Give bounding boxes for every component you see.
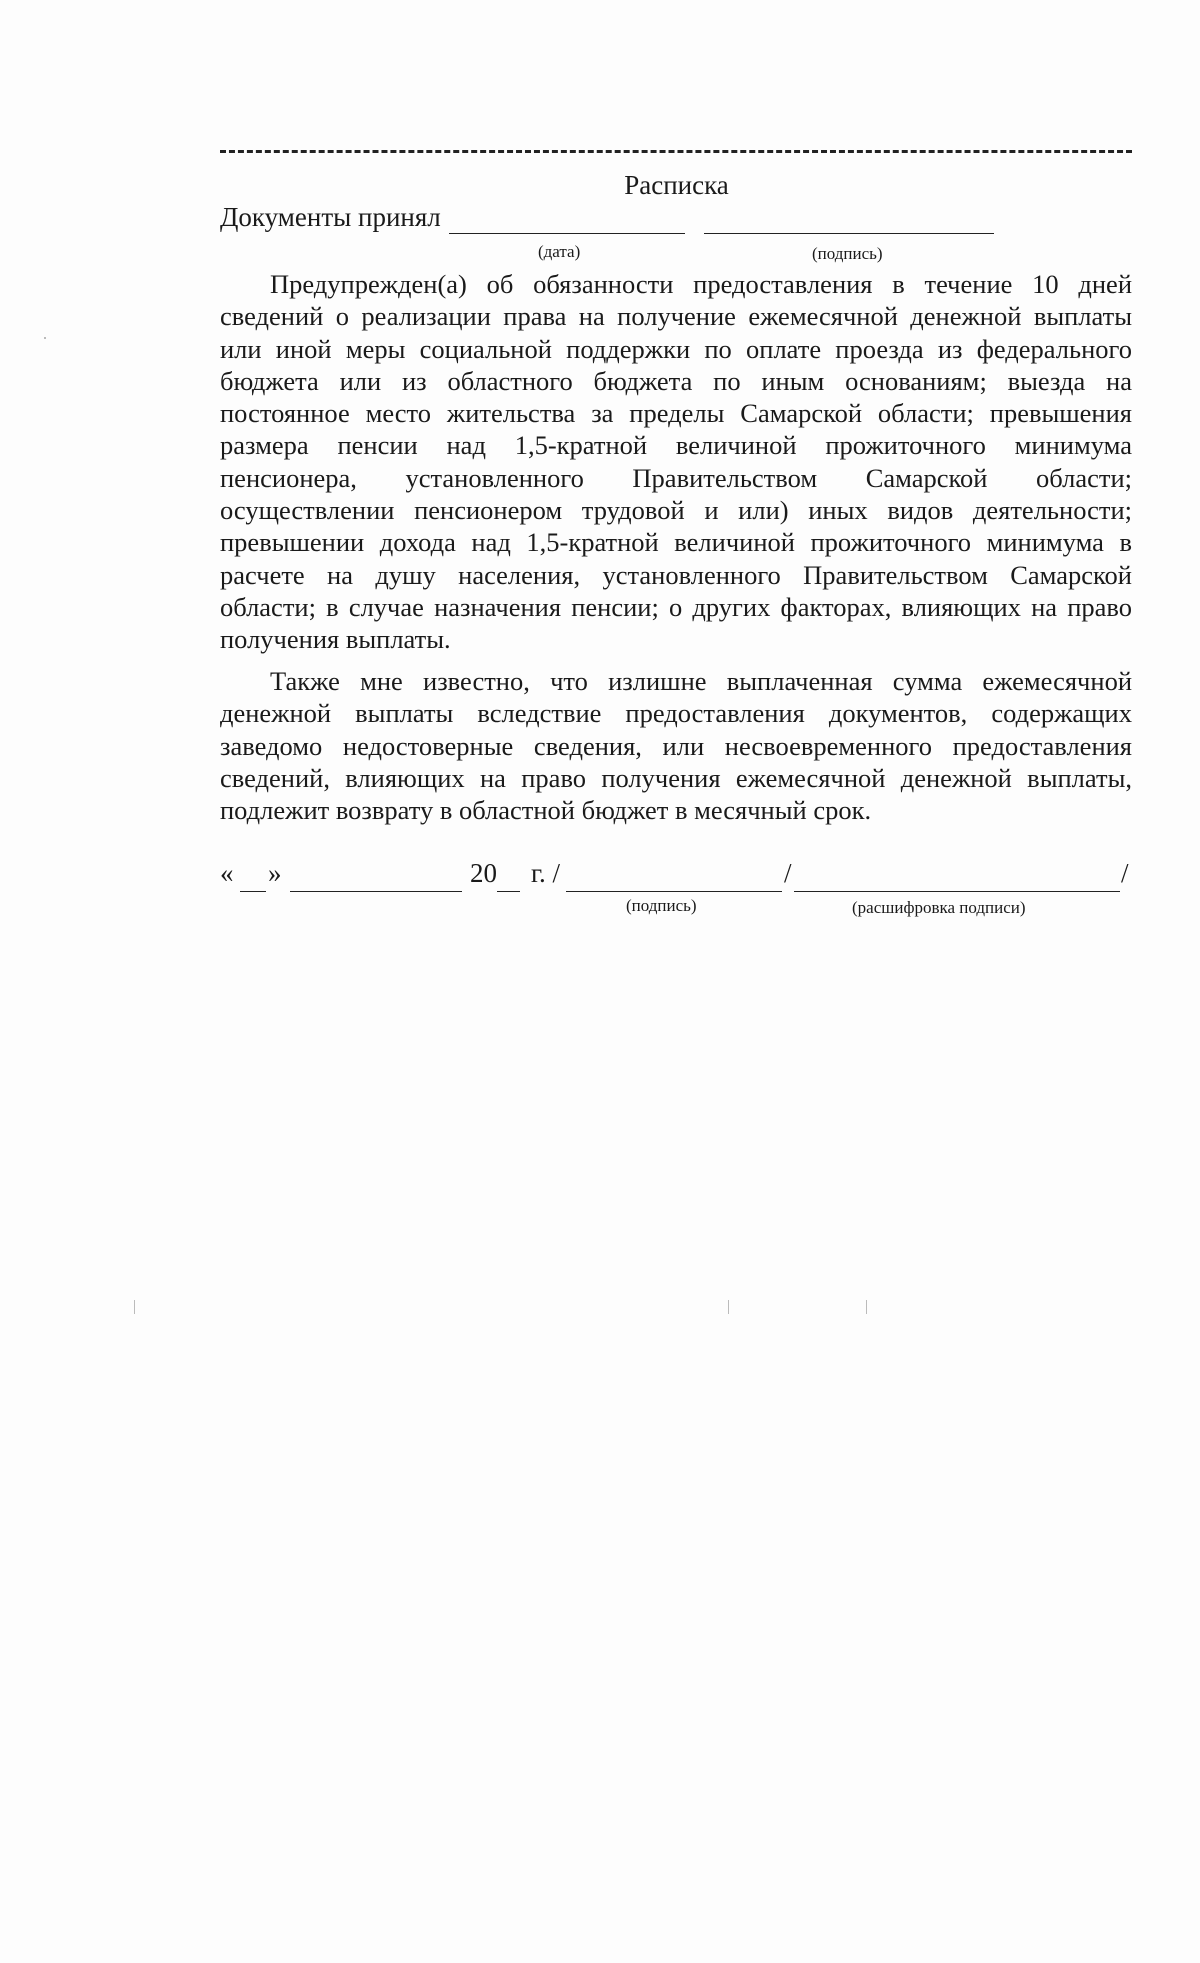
cut-line [220,150,1132,153]
scan-speck [44,337,46,339]
year-field-line [497,891,520,892]
scan-speck [866,1300,867,1314]
signature-line [566,891,782,892]
slash-end: / [1121,858,1129,888]
warning-paragraph: Предупрежден(а) об обязанности предоставления в течение 10 дней сведений о реализации права на получение ежемесячной денежной выплаты или иной меры социальной поддержки по оплате проезда из федерального бюджета или из областного бюджета по иным основаниям; выезда на постоянное место жительства за пределы Самарской области; превышения размера пенсии над 1,5-кратной величиной прожиточного минимума пенсионера, установленного Правительством Самарской области; осуществлении пенсионером трудовой и или) иных видов деятельности; превышении дохода над 1,5-кратной величиной прожиточного минимума в расчете на душу населения, установленного Правительством Самарской области; в случае назначения пенсии; о других факторах, влияющих на право получения выплаты. [220,269,1132,655]
slash-middle: / [784,858,792,888]
date-caption: (дата) [538,242,581,261]
scan-speck [134,1300,135,1314]
signature-row [0,858,1200,898]
day-field-line [240,891,266,892]
scan-speck [728,1300,729,1314]
decoding-caption: (расшифровка подписи) [852,898,1026,917]
signature-field-line [704,233,994,234]
document-title: Расписка [624,170,729,200]
signature-caption: (подпись) [812,244,883,263]
refund-paragraph: Также мне известно, что излишне выплаченная сумма ежемесячной денежной выплаты вследствие предоставления документов, содержащих заведомо недостоверные сведения, или несвоевременного предоставления сведений, влияющих на право получения ежемесячной денежной выплаты, подлежит возврату в областной бюджет в месячный срок. [220,666,1132,826]
year-prefix: 20 [470,858,497,888]
year-suffix: г. / [531,858,561,888]
date-field-line [449,233,685,234]
quote-close: » [268,858,282,888]
quote-open: « [220,858,234,888]
accepted-label: Документы принял [220,202,441,232]
row-signature-caption: (подпись) [626,896,697,915]
month-field-line [290,891,462,892]
decoding-line [794,891,1120,892]
